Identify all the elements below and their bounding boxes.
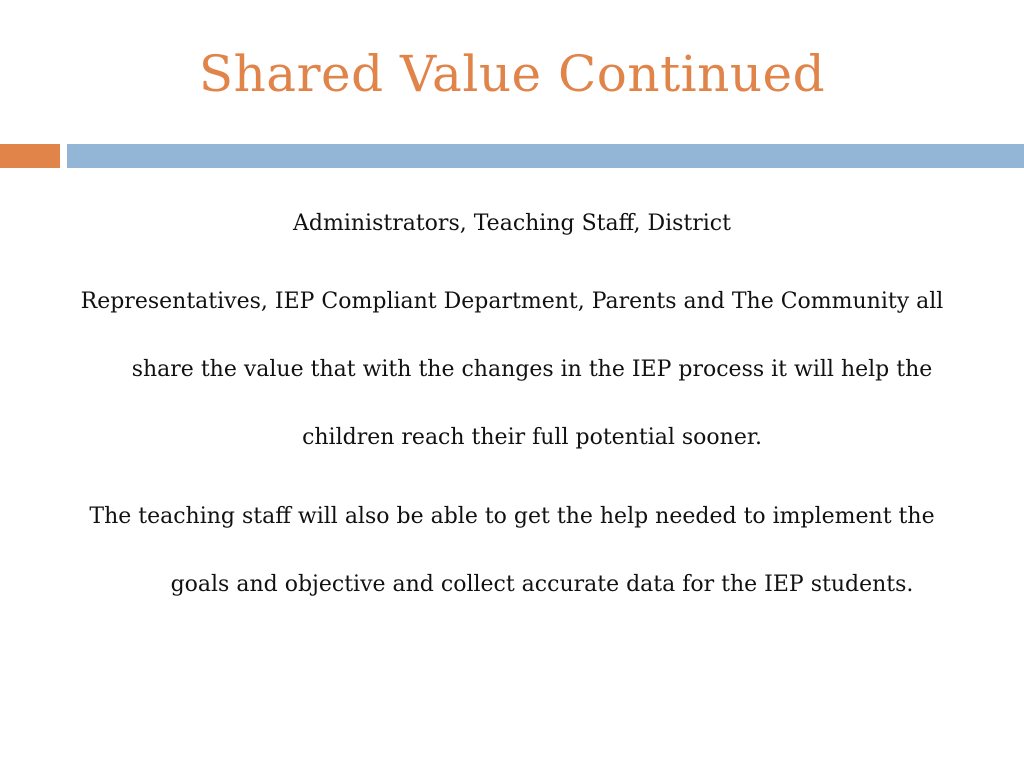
title-divider-accent: [0, 144, 60, 168]
body-text-line: Representatives, IEP Compliant Department, Parents and The Community all: [80, 289, 944, 314]
body-text-line: children reach their full potential sooner.: [302, 425, 762, 450]
body-text-line: Administrators, Teaching Staff, District: [293, 211, 731, 236]
title-divider-bar: [67, 144, 1024, 168]
body-text-line: share the value that with the changes in the IEP process it will help the: [131, 357, 933, 382]
body-text-line: The teaching staff will also be able to get the help needed to implement the: [89, 504, 935, 529]
slide-title: Shared Value Continued: [198, 45, 826, 103]
body-text-line: goals and objective and collect accurate data for the IEP students.: [170, 572, 914, 597]
